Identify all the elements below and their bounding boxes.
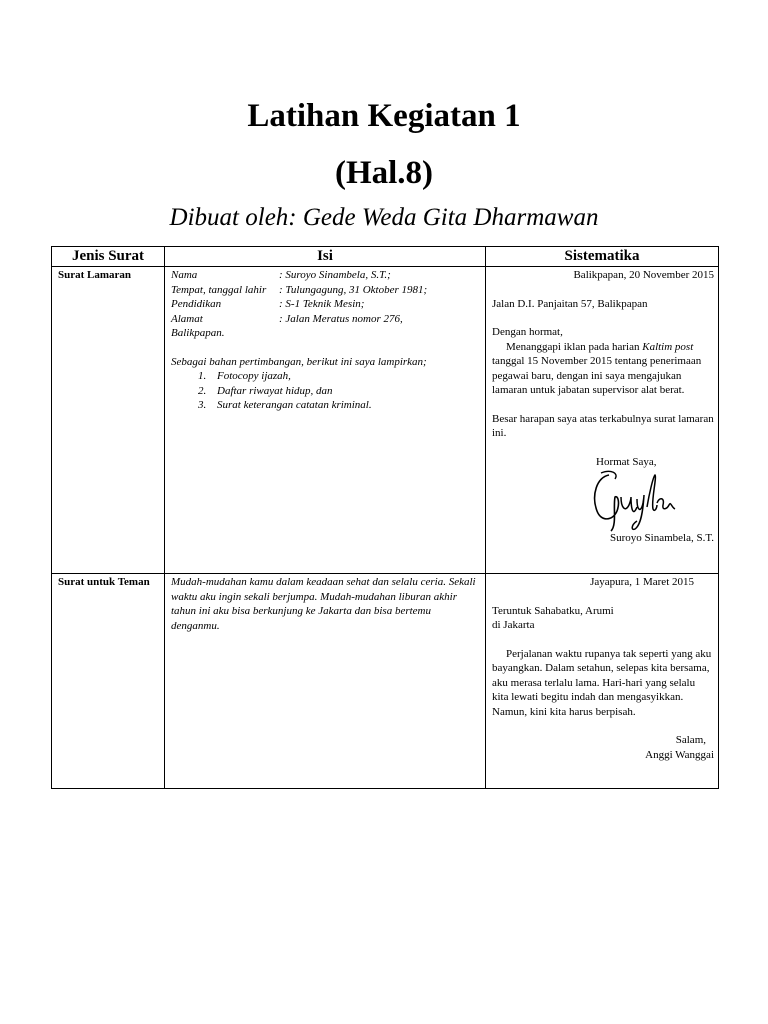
list-item: 1. Fotocopy ijazah, — [209, 369, 481, 384]
isi-cell: Mudah-mudahan kamu dalam keadaan sehat dan selalu ceria. Sekali waktu aku ingin sekali berjumpa. Mudah-mudahan liburan akhir tahun ini aku bisa berkunjung ke Jakarta dan bisa bertemu denganmu. — [165, 574, 486, 789]
sistematika-cell — [486, 574, 719, 789]
field-value: : Jalan Meratus nomor 276, — [279, 312, 403, 325]
letter-location: di Jakarta — [492, 619, 535, 631]
attachment-intro: Sebagai bahan pertimbangan, berikut ini saya lampirkan; — [171, 355, 427, 368]
list-item: 3. Surat keterangan catatan kriminal. — [209, 398, 481, 413]
page-subtitle: (Hal.8) — [334, 155, 434, 191]
letter-date: Balikpapan, 20 November 2015 — [573, 269, 714, 281]
list-item: 2. Daftar riwayat hidup, dan — [209, 384, 481, 399]
field-row — [171, 283, 481, 298]
field-row — [171, 268, 481, 283]
letter-body: Perjalanan waktu rupanya tak seperti yang aku bayangkan. Dalam setahun, selepas kita bersama, aku merasa terlalu lama. Hari-hari yang selalu kita lewati begitu indah dan mengasyikkan. Namun, kini kita harus berpisah. — [492, 647, 712, 718]
field-label: Alamat — [171, 312, 203, 325]
signature-area — [492, 469, 714, 531]
letter-signer: Anggi Wanggai — [645, 748, 714, 761]
letter-signoff: Hormat Saya, — [596, 455, 657, 468]
field-value: : S-1 Teknik Mesin; — [279, 298, 365, 310]
letter-signer: Suroyo Sinambela, S.T. — [610, 532, 714, 544]
letter-greeting: Dengan hormat, — [492, 326, 563, 338]
field-row — [171, 297, 481, 312]
letter-salam: Salam, — [675, 734, 706, 746]
column-header-jenis: Jenis Surat — [52, 247, 165, 267]
author-line: Dibuat oleh: Gede Weda Gita Dharmawan — [169, 204, 599, 231]
column-header-isi: Isi — [165, 247, 486, 267]
letter-recipient: Teruntuk Sahabatku, Arumi — [492, 604, 614, 617]
jenis-cell: Surat untuk Teman — [52, 574, 165, 789]
field-label: Tempat, tanggal lahir — [171, 283, 267, 296]
letter-date: Jayapura, 1 Maret 2015 — [590, 576, 694, 588]
field-row — [171, 312, 481, 327]
sistematika-cell — [486, 267, 719, 574]
table-header-row — [52, 247, 719, 267]
handwritten-signature — [587, 467, 682, 533]
attachment-list — [171, 369, 481, 413]
field-value: : Suroyo Sinambela, S.T.; — [279, 269, 391, 281]
letter-body: Menanggapi iklan pada harian Kaltim post tanggal 15 November 2015 tentang penerimaan pegawai baru, dengan ini saya mengajukan lamaran untuk jabatan supervisor alat berat. — [492, 340, 702, 396]
table-row — [52, 574, 719, 789]
letter-address: Jalan D.I. Panjaitan 57, Balikpapan — [492, 297, 648, 310]
field-label: Pendidikan — [171, 298, 222, 310]
field-label: Nama — [171, 269, 198, 281]
jenis-cell: Surat Lamaran — [52, 267, 165, 574]
column-header-sistematika: Sistematika — [486, 247, 719, 267]
field-value: : Tulungagung, 31 Oktober 1981; — [279, 283, 428, 296]
page-title: Latihan Kegiatan 1 — [247, 98, 521, 134]
letters-table — [51, 246, 719, 789]
letter-closing: Besar harapan saya atas terkabulnya surat lamaran ini. — [492, 412, 714, 439]
table-row — [52, 267, 719, 574]
isi-cell — [165, 267, 486, 574]
address-continuation: Balikpapan. — [171, 327, 225, 339]
